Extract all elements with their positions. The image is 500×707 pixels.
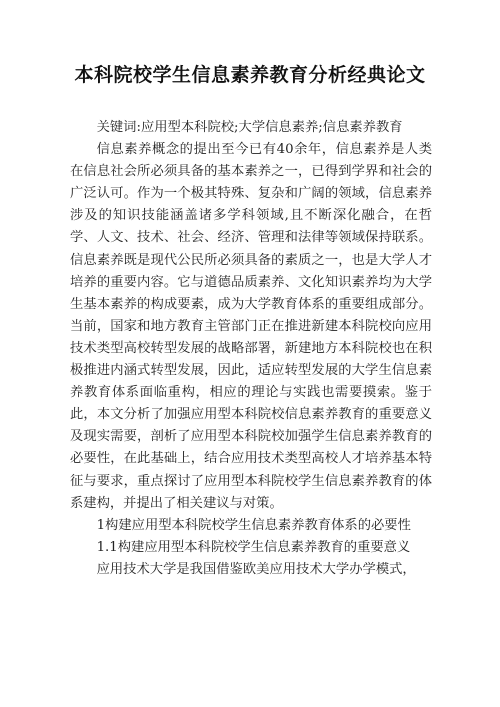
- section-heading: 1构建应用型本科院校学生信息素养教育体系的必要性: [96, 517, 411, 533]
- body-paragraph-start: 应用技术大学是我国借鉴欧美应用技术大学办学模式，: [96, 561, 416, 577]
- keywords-line: 关键词:应用型本科院校;大学信息素养;信息素养教育: [96, 120, 403, 135]
- document-body: [70, 117, 432, 581]
- document-title: 本科院校学生信息素养教育分析经典论文: [74, 64, 426, 86]
- subsection-heading: 1.1构建应用型本科院校学生信息素养教育的重要意义: [96, 539, 411, 555]
- body-paragraph: 信息素养概念的提出至今已有40余年，信息素养是人类在信息社会所必须具备的基本素养之一，已得到学界和社会的广泛认可。作为一个极其特殊、复杂和广阔的领域，信息素养涉及的知识技能涵盖诸多学科领域,且不断深化融合，在哲学、人文、技术、社会、经济、管理和法律等领域保持联系。信息素养既是现代公民所必须具备的素质之一，也是大学人才培养的重要内容。它与道德品质素养、文化知识素养均为大学生基本素养的构成要素，成为大学教育体系的重要组成部分。当前，国家和地方教育主管部门正在推进新建本科院校向应用技术类型高校转型发展的战略部署，新建地方本科院校也在积极推进内涵式转型发展，因此，适应转型发展的大学生信息素养教育体系面临重构，相应的理论与实践也需要摸索。鉴于此，本文分析了加强应用型本科院校信息素养教育的重要意义及现实需要，剖析了应用型本科院校加强学生信息素养教育的必要性，在此基础上，结合应用技术类型高校人才培养基本特征与要求，重点探讨了应用型本科院校学生信息素养教育的体系建构，并提出了相关建议与对策。: [70, 142, 432, 511]
